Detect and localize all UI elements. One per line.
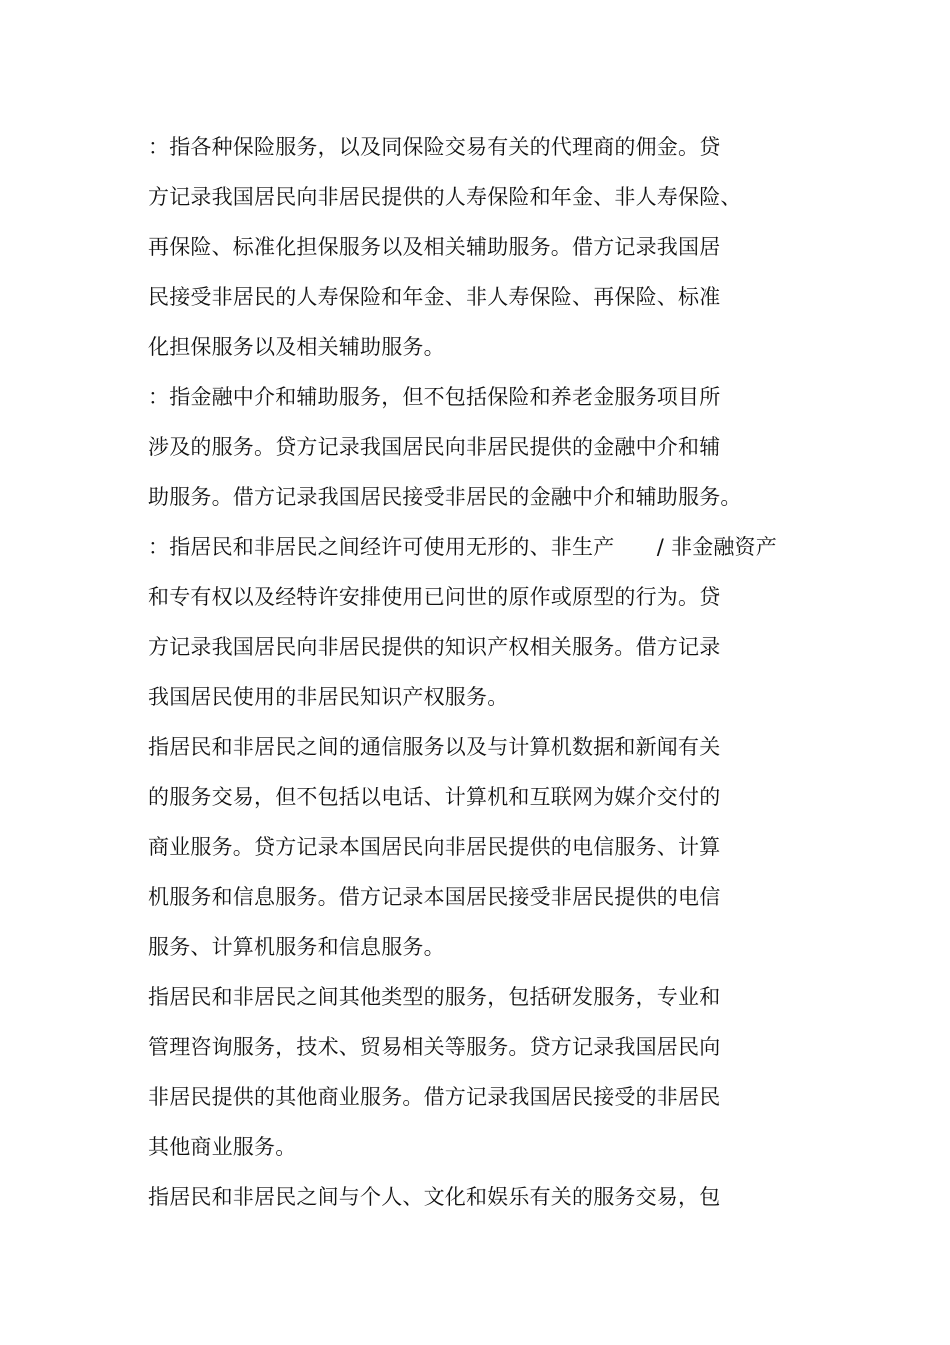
text-line: 其他商业服务。 [148,1135,297,1159]
text-line: ：指各种保险服务，以及同保险交易有关的代理商的佣金。贷 [148,135,721,159]
text-line: 助服务。借方记录我国居民接受非居民的金融中介和辅助服务。 [148,485,742,509]
text-line: 涉及的服务。贷方记录我国居民向非居民提供的金融中介和辅 [148,435,721,459]
text-line: 服务、计算机服务和信息服务。 [148,935,445,959]
text-line: 再保险、标准化担保服务以及相关辅助服务。借方记录我国居 [148,235,721,259]
text-line: 和专有权以及经特许安排使用已问世的原作或原型的行为。贷 [148,585,721,609]
text-line: 指居民和非居民之间与个人、文化和娱乐有关的服务交易，包 [148,1185,721,1209]
text-line: 民接受非居民的人寿保险和年金、非人寿保险、再保险、标准 [148,285,721,309]
text-line: 方记录我国居民向非居民提供的知识产权相关服务。借方记录 [148,635,721,659]
text-line: 非居民提供的其他商业服务。借方记录我国居民接受的非居民 [148,1085,721,1109]
text-line: 管理咨询服务，技术、贸易相关等服务。贷方记录我国居民向 [148,1035,721,1059]
text-line: 化担保服务以及相关辅助服务。 [148,335,445,359]
text-line: 机服务和信息服务。借方记录本国居民接受非居民提供的电信 [148,885,721,909]
text-line: ：指居民和非居民之间经许可使用无形的、非生产 / 非金融资产 [148,535,777,559]
text-line: ：指金融中介和辅助服务，但不包括保险和养老金服务项目所 [148,385,721,409]
text-line: 商业服务。贷方记录本国居民向非居民提供的电信服务、计算 [148,835,721,859]
text-line: 的服务交易，但不包括以电话、计算机和互联网为媒介交付的 [148,785,721,809]
text-line: 方记录我国居民向非居民提供的人寿保险和年金、非人寿保险、 [148,185,742,209]
text-line: 指居民和非居民之间其他类型的服务，包括研发服务，专业和 [148,985,721,1009]
text-line: 指居民和非居民之间的通信服务以及与计算机数据和新闻有关 [148,735,721,759]
text-line: 我国居民使用的非居民知识产权服务。 [148,685,509,709]
